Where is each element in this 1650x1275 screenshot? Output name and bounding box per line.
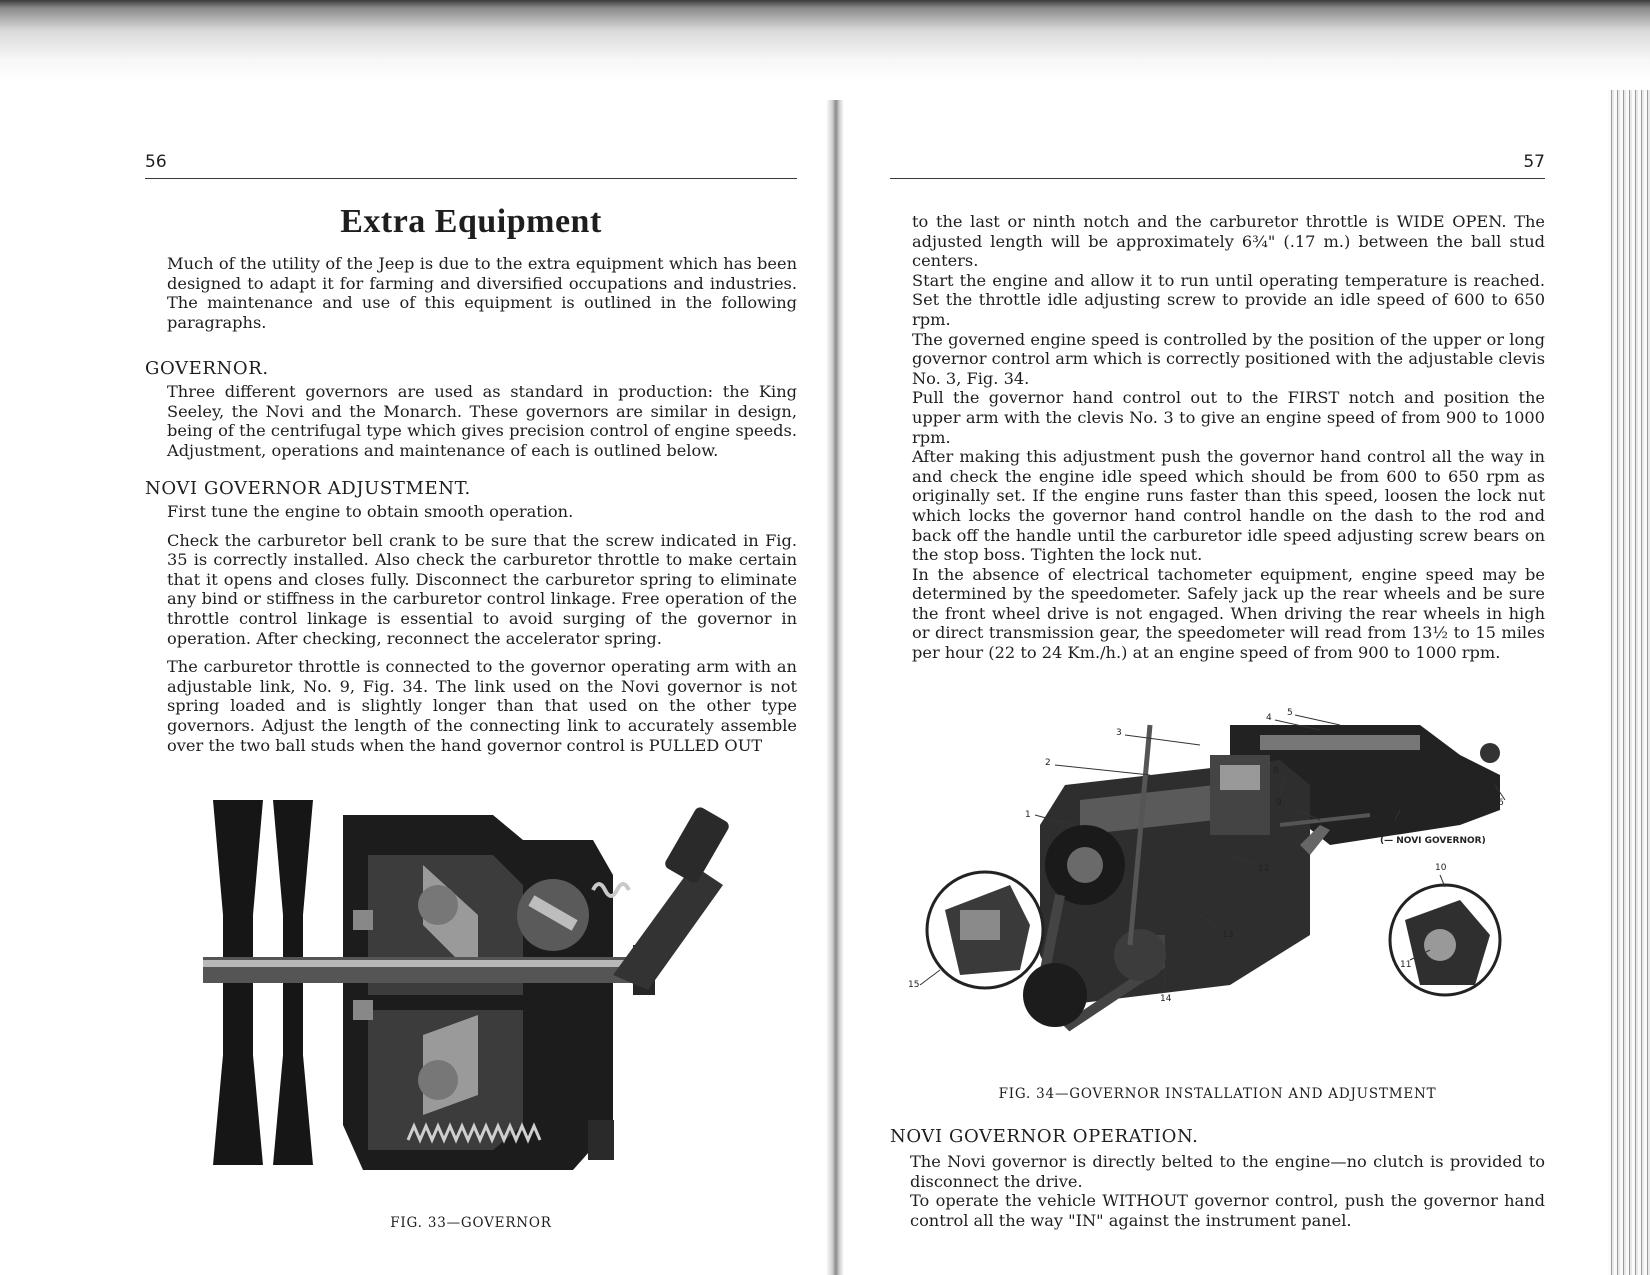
governor-block (167, 382, 797, 460)
intro-block (167, 254, 797, 332)
fig34-callout-6: 6 (1498, 798, 1504, 808)
novi-adjustment-p1: First tune the engine to obtain smooth operation. (167, 502, 574, 521)
fig34-callout-11: 11 (1400, 960, 1412, 970)
fig34-callout-4: 4 (1266, 713, 1272, 723)
novi-adjustment-p2: Check the carburetor bell crank to be sure that the screw indicated in Fig. 35 is correctly installed. Also check the carburetor throttle to make certain that it opens and closes fully. Disconnect the carburetor spring to eliminate any bind or stiffness in the carburetor control linkage. Free operation of the throttle control linkage is essential to avoid surging of the governor in operation. After checking, reconnect the accelerator spring. (167, 530, 797, 648)
speedometer-paragraph: In the absence of electrical tachometer equipment, engine speed may be determined by the speedometer. Safely jack up the rear wheels and be sure the front wheel drive is not engaged. When driving the rear wheels in high or direct transmission gear, the speedometer will read from 13½ to 15 miles per hour (22 to 24 Km./h.) at an engine speed of from 900 to 1000 rpm. (912, 564, 1545, 663)
novi-adjustment-heading: NOVI GOVERNOR ADJUSTMENT. (145, 478, 471, 499)
fig33-governor-illustration (193, 795, 753, 1180)
continuation-paragraph: to the last or ninth notch and the carburetor throttle is WIDE OPEN. The adjusted length will be approximately 6¾" (.17 m.) between the ball stud centers. (912, 212, 1545, 271)
fig34-callout-14: 14 (1160, 994, 1172, 1004)
first-notch-paragraph: Pull the governor hand control out to the FIRST notch and position the upper arm with the clevis No. 3 to give an engine speed of from 900 to 1000 rpm. (912, 388, 1545, 447)
book-gutter (826, 100, 844, 1275)
fig34-callout-8: 8 (1273, 766, 1279, 776)
fig34-callout-13: 13 (1222, 930, 1234, 940)
intro-paragraph: Much of the utility of the Jeep is due to the extra equipment which has been designed to adapt it for farming and diversified occupations and industries. The maintenance and use of this equipment is outlined in the following paragraphs. (167, 254, 797, 332)
page-title: Extra Equipment (340, 203, 602, 240)
novi-adjustment-p3: The carburetor throttle is connected to the governor operating arm with an adjustable link, No. 9, Fig. 34. The link used on the Novi governor is not spring loaded and is slightly longer than that used on the other type governors. Adjust the length of the connecting link to accurately assemble over the two ball studs when the hand governor control is PULLED OUT (167, 657, 797, 755)
fig34-callout-3: 3 (1116, 728, 1122, 738)
right-text-block (912, 212, 1545, 663)
governed-speed-paragraph: The governed engine speed is controlled by the position of the upper or long governor control arm which is correctly positioned with the adjustable clevis No. 3, Fig. 34. (912, 329, 1545, 388)
fig34-callout-5: 5 (1287, 708, 1293, 718)
fig34-callout-10: 10 (1435, 863, 1447, 873)
novi-adjustment-block (167, 502, 797, 755)
right-page-number: 57 (1523, 152, 1545, 172)
novi-operation-block (910, 1152, 1545, 1230)
fig34-callout-7: 7 (1395, 823, 1401, 833)
right-header-rule (890, 152, 1545, 179)
governor-heading: GOVERNOR. (145, 358, 269, 379)
novi-operation-p2: To operate the vehicle WITHOUT governor control, push the governor hand control all the way "IN" against the instrument panel. (910, 1191, 1545, 1230)
left-page-number: 56 (145, 152, 167, 172)
idle-speed-paragraph: Start the engine and allow it to run until operating temperature is reached. Set the throttle idle adjusting screw to provide an idle speed of 600 to 650 rpm. (912, 270, 1545, 329)
fig34-novi-label: (— NOVI GOVERNOR) (1380, 836, 1486, 846)
fig34-caption: FIG. 34—GOVERNOR INSTALLATION AND ADJUSTMENT (998, 1086, 1437, 1102)
scan-top-shadow (0, 0, 1650, 80)
idle-check-paragraph: After making this adjustment push the governor hand control all the way in and check the engine idle speed which should be from 600 to 650 rpm as originally set. If the engine runs faster than this speed, loosen the lock nut which locks the governor hand control handle on the dash to the rod and back off the handle until the carburetor idle speed adjusting screw bears on the stop boss. Tighten the lock nut. (912, 447, 1545, 565)
fig33-caption: FIG. 33—GOVERNOR (390, 1215, 552, 1231)
fig34-callout-2: 2 (1045, 758, 1051, 768)
fig34-callout-12: 12 (1258, 864, 1270, 874)
fig34-callout-1: 1 (1025, 810, 1031, 820)
page-stack-edge (1608, 90, 1650, 1275)
novi-operation-heading: NOVI GOVERNOR OPERATION. (890, 1126, 1199, 1147)
fig34-callout-15: 15 (908, 980, 920, 990)
fig34-installation-illustration (900, 705, 1540, 1060)
fig34-callout-9: 9 (1276, 798, 1282, 808)
governor-paragraph: Three different governors are used as standard in production: the King Seeley, the Novi and the Monarch. These governors are similar in design, being of the centrifugal type which gives precision control of engine speeds. Adjustment, operations and maintenance of each is outlined below. (167, 382, 797, 460)
left-header-rule (145, 152, 797, 179)
novi-operation-p1: The Novi governor is directly belted to the engine—no clutch is provided to disconnect the drive. (910, 1152, 1545, 1191)
